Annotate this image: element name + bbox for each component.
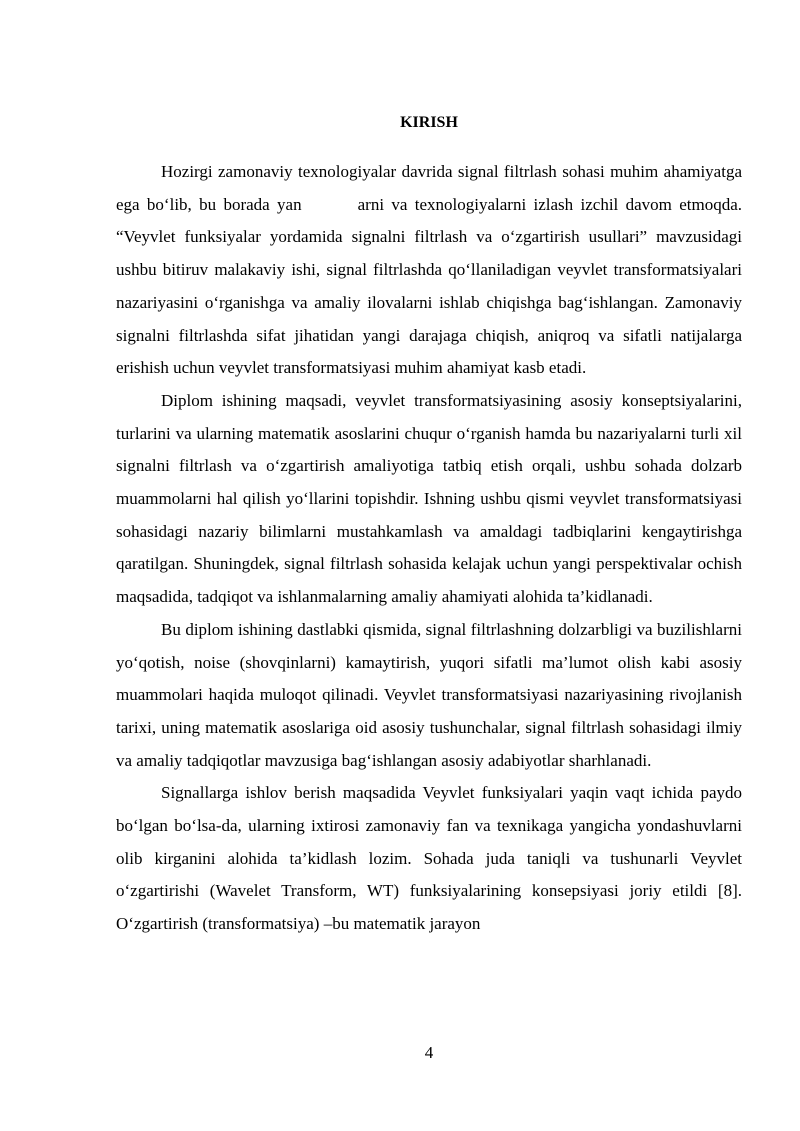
- paragraph-1-start: Hozirgi zamonaviy texnologiyalar davrida signal filtrlash sohasi muhim ahamiyatga ega bo‘lib, bu borada yan: [116, 162, 742, 214]
- page-number: 4: [424, 1043, 434, 1062]
- paragraph-1: [116, 156, 742, 385]
- paragraph-3: Bu diplom ishining dastlabki qismida, signal filtrlashning dolzarbligi va buzilishlarni yo‘qotish, noise (shovqinlarni) kamaytirish, yuqori sifatli ma’lumot olish kabi asosiy muammolari haqida muloqot qilinadi. Veyvlet transformatsiyasi nazariyasining rivojlanish tarixi, uning matematik asoslariga oid asosiy tushunchalar, signal filtrlash sohasidagi ilmiy va amaliy tadqiqotlar mavzusiga bag‘ishlangan asosiy adabiyotlar sharhlanadi.: [116, 619, 742, 770]
- paragraph-4: Signallarga ishlov berish maqsadida Veyvlet funksiyalari yaqin vaqt ichida paydo bo‘lgan bo‘lsa-da, ularning ixtirosi zamonaviy fan va texnikaga yangicha yondashuvlarni olib kirganini alohida ta’kidlash lozim. Sohada juda taniqli va tushunarli Veyvlet o‘zgartirishi (Wavelet Transform, WT) funksiyalarining konsepsiyasi joriy etildi [8]. O‘zgartirish (transformatsiya) –bu matematik jarayon: [116, 783, 742, 934]
- paragraph-1-rest: arni va texnologiyalarni izlash izchil davom etmoqda. “Veyvlet funksiyalar yordamida signalni filtrlash va o‘zgartirish usullari” mavzusidagi ushbu bitiruv malakaviy ishi, signal filtrlashda qo‘llaniladigan veyvlet transformatsiyalari nazariyasini o‘rganishga va amaliy ilovalarni ishlab chiqishga bag‘ishlangan. Zamonaviy signalni filtrlashda sifat jihatidan yangi darajaga chiqish, aniqroq va sifatli natijalarga erishish uchun veyvlet transformatsiyasi muhim ahamiyat kasb etadi.: [116, 194, 743, 378]
- paragraph-2: Diplom ishining maqsadi, veyvlet transformatsiyasining asosiy konseptsiyalarini, turlarini va ularning matematik asoslarini chuqur o‘rganish hamda bu nazariyalarni turli xil signalni filtrlash va o‘zgartirish amaliyotiga tatbiq etish orqali, ushbu sohada dolzarb muammolarni hal qilish yo‘llarini topishdir. Ishning ushbu qismi veyvlet transformatsiyasi sohasidagi nazariy bilimlarni mustahkamlash va amaldagi tadbiqlarini kengaytirishga qaratilgan. Shuningdek, signal filtrlash sohasida kelajak uchun yangi perspektivalar ochish maqsadida, tadqiqot va ishlanmalarning amaliy ahamiyati alohida ta’kidlanadi.: [116, 390, 742, 607]
- section-heading: KIRISH: [400, 114, 458, 131]
- body-text: [116, 156, 742, 941]
